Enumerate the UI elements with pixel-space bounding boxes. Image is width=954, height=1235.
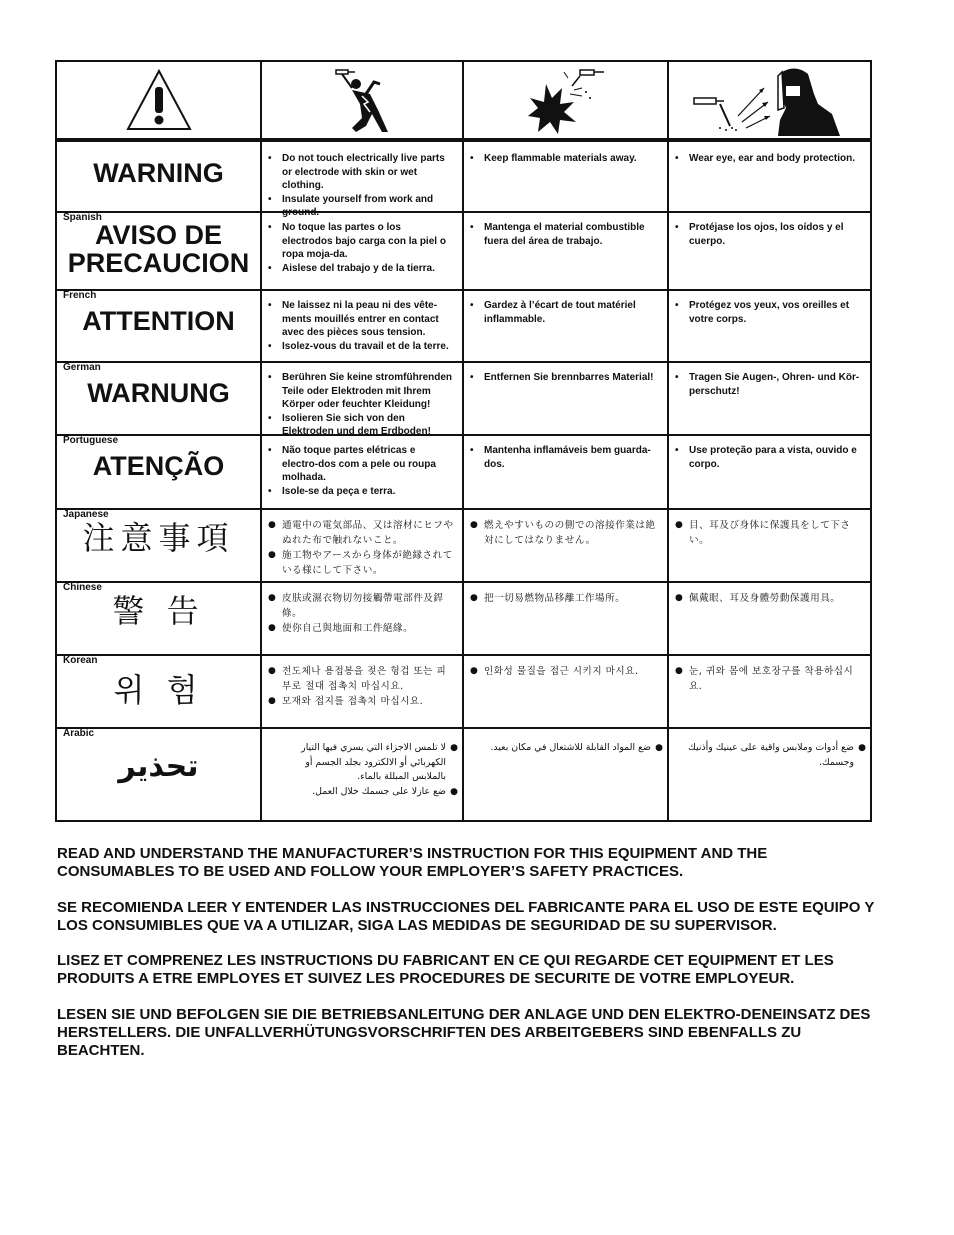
bullet-list — [464, 289, 667, 326]
flammable-text-cell — [464, 727, 669, 822]
bullet-item: ● ضع أدوات وملابس واقية على عينيك وأذنيك وجسمك. — [679, 741, 854, 770]
bullet-item: • Isole-se da peça e terra. — [282, 485, 454, 499]
bullet-item: • No toque las partes o los electrodos bajo carga con la piel o ropa moja-da. — [282, 221, 454, 262]
warning-heading — [57, 751, 260, 783]
bullet-item: • Aislese del trabajo y de la tierra. — [282, 262, 454, 276]
protection-text-cell — [669, 434, 870, 508]
protection-text-cell — [669, 508, 870, 581]
warning-heading-line: ATTENTION — [82, 306, 235, 336]
warning-heading — [57, 159, 260, 187]
bullet-item: • Ne laissez ni la peau ni des vête-ments mouillés entrer en contact avec des pièces sous tension. — [282, 299, 454, 340]
safety-instructions-footer — [57, 845, 877, 1078]
fire-explosion-icon — [524, 64, 608, 136]
bullet-list — [669, 727, 870, 770]
eye-face-protection-cell — [669, 62, 870, 138]
bullet-list — [262, 434, 462, 498]
bullet-list — [464, 581, 667, 606]
bullet-list — [464, 434, 667, 471]
bullet-list — [262, 142, 462, 220]
flammable-text-cell — [464, 142, 669, 211]
warning-heading-line: WARNING — [93, 158, 224, 188]
flammable-text-cell — [464, 211, 669, 289]
protection-text-cell — [669, 142, 870, 211]
heading-cell — [57, 508, 262, 581]
bullet-item: • Tragen Sie Augen-, Ohren- und Kör-perschutz! — [689, 371, 862, 398]
bullet-item: • Protéjase los ojos, los oídos y el cuerpo. — [689, 221, 862, 248]
flammable-text-cell — [464, 581, 669, 654]
bullet-item: ● 인화성 물질을 접근 시키지 마시요. — [484, 664, 659, 679]
protection-text-cell — [669, 361, 870, 434]
protection-text-cell — [669, 654, 870, 727]
warning-row-japanese — [57, 508, 870, 583]
bullet-item: • Isolez-vous du travail et de la terre. — [282, 340, 454, 354]
bullet-list — [669, 361, 870, 398]
bullet-item: • Keep flammable materials away. — [484, 152, 659, 166]
heading-cell — [57, 654, 262, 727]
eye-face-protection-icon — [690, 64, 850, 136]
electric-shock-text-cell — [262, 581, 464, 654]
warning-heading-line: WARNUNG — [87, 378, 230, 408]
heading-cell — [57, 289, 262, 361]
footer-spanish: SE RECOMIENDA LEER Y ENTENDER LAS INSTRUCCIONES DEL FABRICANTE PARA EL USO DE ESTE EQUIPO Y LOS CONSUMIBLES QUE VA A UTILIZAR, SIGA LAS MEDIDAS DE SEGURIDAD DE SU SUPERVISOR. — [57, 898, 875, 934]
language-label: Japanese — [63, 509, 109, 520]
bullet-list — [464, 508, 667, 548]
bullet-item: ● 把一切易燃物品移離工作場所。 — [484, 591, 659, 606]
language-label: Spanish — [63, 212, 102, 223]
warning-heading — [57, 221, 260, 278]
bullet-list — [669, 289, 870, 326]
bullet-item: ● 使你自己與地面和工件絕緣。 — [282, 621, 454, 636]
footer-english: READ AND UNDERSTAND THE MANUFACTURER’S INSTRUCTION FOR THIS EQUIPMENT AND THE CONSUMABLES TO BE USED AND FOLLOW YOUR EMPLOYER’S SAFETY PRACTICES. — [57, 845, 768, 881]
language-label: French — [63, 290, 97, 301]
bullet-item: • Entfernen Sie brennbarres Material! — [484, 371, 659, 385]
warning-heading-line: 위 험 — [113, 671, 204, 709]
bullet-list — [262, 654, 462, 709]
bullet-item: ● 모재와 접지를 접촉치 마십시요. — [282, 694, 454, 709]
language-label: Portuguese — [63, 435, 119, 446]
bullet-item: • Mantenha inflamáveis bem guarda-dos. — [484, 444, 659, 471]
bullet-item: ● ضع المواد القابلة للاشتعال في مكان بعيد. — [474, 741, 651, 756]
warning-row-chinese — [57, 581, 870, 656]
icon-row — [57, 62, 870, 142]
heading-cell — [57, 581, 262, 654]
bullet-item: • Wear eye, ear and body protection. — [689, 152, 862, 166]
warning-heading — [57, 592, 260, 630]
electric-shock-icon — [322, 64, 402, 136]
warning-heading-line: PRECAUCION — [67, 248, 250, 279]
warning-heading-line: 注意事項 — [82, 519, 235, 557]
bullet-list — [669, 142, 870, 166]
warning-heading-line: AVISO DE — [94, 220, 223, 250]
electric-shock-text-cell — [262, 142, 464, 218]
bullet-list — [464, 142, 667, 166]
bullet-list — [669, 508, 870, 548]
electric-shock-text-cell — [262, 727, 464, 822]
warning-row-german — [57, 361, 870, 436]
footer-french: LISEZ ET COMPRENEZ LES INSTRUCTIONS DU FABRICANT EN CE QUI REGARDE CET EQUIPMENT ET LES PRODUITS A ETRE EMPLOYES ET SUIVEZ LES PROCEDURES DE SECURITE DE VOTRE EMPLOYEUR. — [57, 952, 834, 988]
bullet-list — [669, 581, 870, 606]
warning-heading-line: ATENÇÃO — [92, 451, 225, 481]
bullet-list — [262, 361, 462, 439]
protection-text-cell — [669, 727, 870, 822]
bullet-item: • Isolieren Sie sich von den Elektroden und dem Erdboden! — [282, 412, 454, 439]
warning-heading — [57, 379, 260, 407]
bullet-item: ● 施工物やアースから身体が絶縁されている様にして下さい。 — [282, 548, 454, 578]
heading-cell — [57, 434, 262, 508]
flammable-text-cell — [464, 434, 669, 508]
bullet-item: • Berühren Sie keine stromführenden Teile oder Elektroden mit Ihrem Körper oder feuchter Kleidung! — [282, 371, 454, 412]
bullet-item: • Use proteção para a vista, ouvido e corpo. — [689, 444, 862, 471]
electric-shock-text-cell — [262, 289, 464, 361]
electric-shock-cell — [262, 62, 464, 138]
bullet-item: • Do not touch electrically live parts or electrode with skin or wet clothing. — [282, 152, 454, 193]
warning-row-portuguese — [57, 434, 870, 510]
footer-german: LESEN SIE UND BEFOLGEN SIE DIE BETRIEBSANLEITUNG DER ANLAGE UND DEN ELEKTRO-DENEINSATZ DES HERSTELLERS. DIE UNFALLVERHÜTUNGSVORSCHRIFTEN DES ARBEITGEBERS SIND EBENFALLS ZU BEACHTEN. — [57, 1005, 871, 1060]
electric-shock-text-cell — [262, 434, 464, 508]
bullet-item: ● 눈, 귀와 몸에 보호장구를 착용하십시요. — [689, 664, 862, 694]
warning-row-korean — [57, 654, 870, 729]
fire-explosion-cell — [464, 62, 669, 138]
electric-shock-text-cell — [262, 361, 464, 437]
bullet-item: • Protégez vos yeux, vos oreilles et votre corps. — [689, 299, 862, 326]
warning-heading — [57, 452, 260, 480]
bullet-list — [464, 654, 667, 679]
bullet-item: ● 皮肤或濕衣物切勿接觸帶電部件及銲條。 — [282, 591, 454, 621]
bullet-list — [262, 211, 462, 275]
warning-row-arabic — [57, 727, 870, 822]
language-label: Arabic — [63, 728, 95, 739]
heading-cell — [57, 727, 262, 822]
bullet-list — [669, 654, 870, 694]
warning-triangle-icon — [124, 67, 194, 133]
language-label: German — [63, 362, 101, 373]
bullet-item: ● 전도체나 용접봉을 젖은 헝겁 또는 피부로 절대 접촉치 마십시요. — [282, 664, 454, 694]
bullet-list — [464, 211, 667, 248]
bullet-list — [464, 727, 667, 756]
bullet-list — [669, 434, 870, 471]
protection-text-cell — [669, 289, 870, 361]
flammable-text-cell — [464, 654, 669, 727]
warning-heading — [57, 519, 260, 557]
heading-cell — [57, 142, 262, 211]
warning-heading — [57, 307, 260, 335]
bullet-item: ● 通電中の電気部品、又は溶材にヒフやぬれた布で触れないこと。 — [282, 518, 454, 548]
flammable-text-cell — [464, 289, 669, 361]
heading-cell — [57, 361, 262, 434]
protection-text-cell — [669, 581, 870, 654]
bullet-list — [669, 211, 870, 248]
bullet-list — [262, 581, 462, 636]
bullet-item: • Insulate yourself from work and ground. — [282, 193, 454, 220]
bullet-item: • Mantenga el material combustible fuera del área de trabajo. — [484, 221, 659, 248]
electric-shock-text-cell — [262, 654, 464, 727]
warning-heading — [57, 671, 260, 709]
language-label: Chinese — [63, 582, 102, 593]
bullet-list — [262, 289, 462, 353]
warning-triangle-cell — [57, 62, 262, 138]
bullet-list — [262, 727, 462, 799]
warning-heading-line: 警 告 — [112, 592, 205, 630]
flammable-text-cell — [464, 508, 669, 581]
language-label: Korean — [63, 655, 98, 666]
warning-row-french — [57, 289, 870, 363]
bullet-item: ● لا تلمس الاجزاء التي يسري فيها التيار الكهربائي أو الالكترود بجلد الجسم أو بالملابس المبللة بالماء. — [272, 741, 446, 785]
flammable-text-cell — [464, 361, 669, 434]
safety-warning-table — [55, 60, 872, 822]
heading-cell — [57, 211, 262, 289]
bullet-list — [262, 508, 462, 578]
protection-text-cell — [669, 211, 870, 289]
electric-shock-text-cell — [262, 211, 464, 289]
bullet-item: ● ضع عازلا على جسمك خلال العمل. — [272, 785, 446, 800]
bullet-list — [464, 361, 667, 385]
warning-heading-line: تحذير — [118, 749, 199, 784]
bullet-item: ● 佩戴眼、耳及身體勞動保護用具。 — [689, 591, 862, 606]
bullet-item: ● 燃えやすいものの側での溶接作業は絶対にしてはなりません。 — [484, 518, 659, 548]
electric-shock-text-cell — [262, 508, 464, 581]
bullet-item: ● 目、耳及び身体に保護具をして下さい。 — [689, 518, 862, 548]
bullet-item: • Gardez à l’écart de tout matériel inflammable. — [484, 299, 659, 326]
warning-row-spanish — [57, 211, 870, 291]
bullet-item: • Não toque partes elétricas e electro-dos com a pele ou roupa molhada. — [282, 444, 454, 485]
